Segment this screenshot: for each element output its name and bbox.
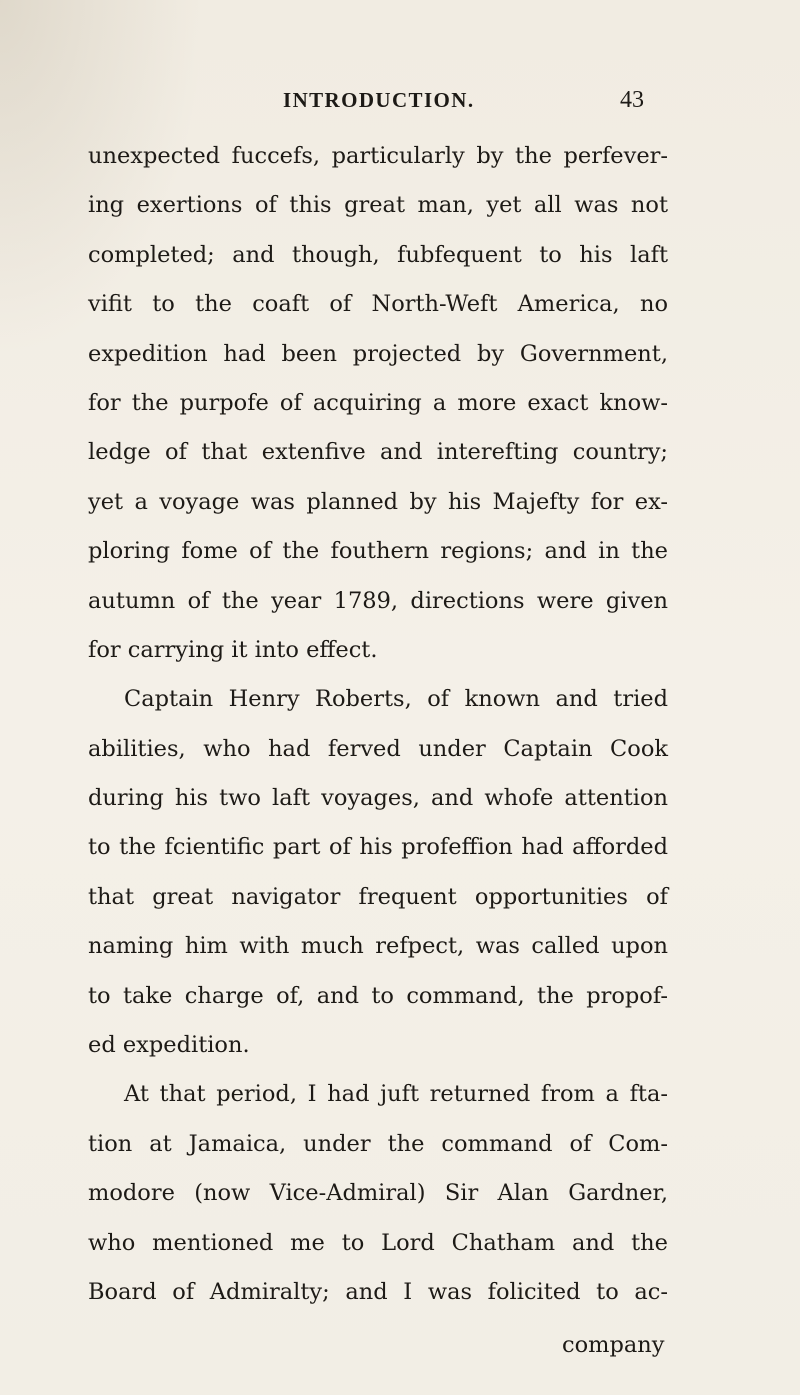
running-head: INTRODUCTION. (283, 88, 475, 112)
body-text (88, 132, 668, 1317)
text-line: Board of Admiralty; and I was folicited to ac- (88, 1278, 668, 1305)
text-line: completed; and though, fubfequent to his laft (88, 241, 668, 268)
paragraph-start-line: At that period, I had juft returned from a fta- (124, 1081, 668, 1108)
page-number: 43 (620, 87, 644, 113)
paragraph-start-line: Captain Henry Roberts, of known and tried (124, 686, 668, 713)
text-line: unexpected fuccefs, particularly by the perfever- (88, 143, 668, 169)
text-line: modore (now Vice-Admiral) Sir Alan Gardner, (88, 1180, 668, 1207)
text-line: abilities, who had ferved under Captain Cook (88, 735, 668, 762)
paragraph-end-line: for carrying it into effect. (88, 636, 378, 663)
text-line: naming him with much refpect, was called upon (88, 933, 668, 960)
text-line: ploring fome of the fouthern regions; and in the (88, 538, 668, 565)
text-line: tion at Jamaica, under the command of Com- (88, 1130, 668, 1157)
text-line: that great navigator frequent opportunities of (88, 883, 668, 910)
text-line: vifit to the coaft of North-Weft America, no (88, 291, 668, 318)
text-line: to take charge of, and to command, the propof- (88, 982, 668, 1009)
text-line: ledge of that extenfive and interefting country; (88, 439, 668, 466)
text-line: ing exertions of this great man, yet all was not (88, 192, 668, 219)
text-line: during his two laft voyages, and whofe attention (88, 785, 668, 812)
text-line: expedition had been projected by Government, (88, 340, 668, 367)
text-line: for the purpofe of acquiring a more exact know- (88, 389, 668, 416)
text-line: yet a voyage was planned by his Majefty for ex- (88, 488, 668, 515)
page-header (0, 88, 800, 118)
text-line: autumn of the year 1789, directions were given (88, 587, 668, 614)
paragraph-end-line: ed expedition. (88, 1032, 250, 1059)
text-line: who mentioned me to Lord Chatham and the (88, 1229, 668, 1256)
text-line: to the fcientific part of his profeffion had afforded (88, 834, 668, 861)
catchword: company (562, 1332, 665, 1358)
